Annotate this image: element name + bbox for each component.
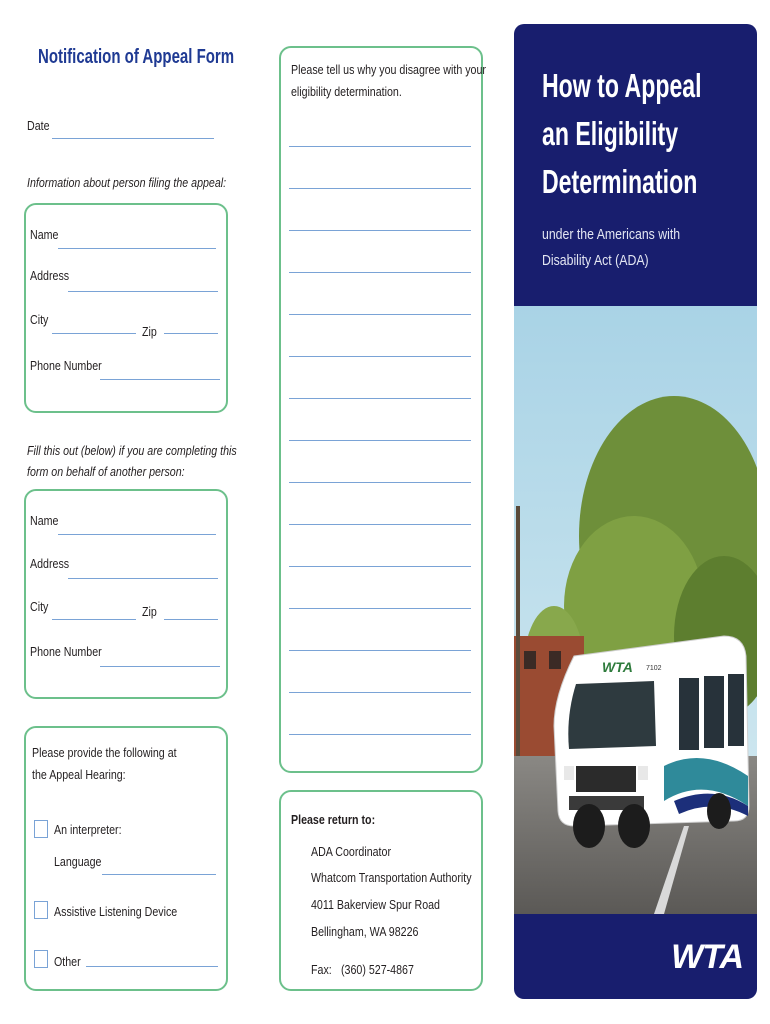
disagree-answer-line[interactable] xyxy=(289,734,471,735)
filer-name-field[interactable] xyxy=(58,248,216,249)
cover-title-line1: How to Appeal xyxy=(542,67,702,104)
behalf-address-label: Address xyxy=(30,556,70,571)
return-line-4: Bellingham, WA 98226 xyxy=(311,924,419,939)
behalf-city-field[interactable] xyxy=(52,619,136,620)
interpreter-label: An interpreter: xyxy=(54,822,122,837)
disagree-box xyxy=(279,46,486,773)
date-field[interactable] xyxy=(52,138,214,139)
filer-name-label: Name xyxy=(30,227,59,242)
disagree-prompt-line2: eligibility determination. xyxy=(291,84,402,99)
bus-photo xyxy=(514,306,757,914)
listening-device-checkbox[interactable] xyxy=(34,901,48,919)
filer-city-label: City xyxy=(30,312,49,327)
disagree-answer-line[interactable] xyxy=(289,566,471,567)
return-line-3: 4011 Bakerview Spur Road xyxy=(311,897,440,912)
filer-zip-label: Zip xyxy=(142,324,157,339)
wta-logo: WTA xyxy=(671,938,743,976)
disagree-answer-line[interactable] xyxy=(289,356,471,357)
disagree-answer-line[interactable] xyxy=(289,524,471,525)
hearing-heading-line2: the Appeal Hearing: xyxy=(32,767,126,782)
behalf-info-box xyxy=(24,489,228,699)
filer-zip-field[interactable] xyxy=(164,333,218,334)
cover-title-line3: Determination xyxy=(542,163,698,200)
behalf-address-field[interactable] xyxy=(68,578,218,579)
behalf-name-label: Name xyxy=(30,513,59,528)
behalf-zip-label: Zip xyxy=(142,604,157,619)
cover-subtitle xyxy=(542,222,680,274)
filer-phone-field[interactable] xyxy=(100,379,220,380)
filer-address-field[interactable] xyxy=(68,291,218,292)
disagree-answer-line[interactable] xyxy=(289,440,471,441)
other-checkbox[interactable] xyxy=(34,950,48,968)
return-heading: Please return to: xyxy=(291,812,376,827)
filer-phone-label: Phone Number xyxy=(30,358,102,373)
filer-address-label: Address xyxy=(30,268,70,283)
cover-title xyxy=(542,62,702,206)
return-line-2: Whatcom Transportation Authority xyxy=(311,870,472,885)
cover-subtitle-line2: Disability Act (ADA) xyxy=(542,252,649,269)
language-label: Language xyxy=(54,854,102,869)
disagree-answer-line[interactable] xyxy=(289,692,471,693)
behalf-phone-label: Phone Number xyxy=(30,644,102,659)
cover-panel xyxy=(514,24,757,999)
bus-number-text: 7102 xyxy=(646,665,662,672)
behalf-heading-line2: form on behalf of another person: xyxy=(27,464,185,479)
hearing-heading-line1: Please provide the following at xyxy=(32,745,177,760)
disagree-answer-line[interactable] xyxy=(289,230,471,231)
filer-info-box xyxy=(24,203,228,413)
other-field[interactable] xyxy=(86,966,218,967)
listening-device-label: Assistive Listening Device xyxy=(54,904,178,919)
bus-photo-illustration xyxy=(514,306,757,914)
form-title: Notification of Appeal Form xyxy=(38,46,235,68)
language-field[interactable] xyxy=(102,874,216,875)
fax-label: Fax: xyxy=(311,962,332,977)
disagree-answer-line[interactable] xyxy=(289,272,471,273)
disagree-answer-line[interactable] xyxy=(289,398,471,399)
behalf-city-label: City xyxy=(30,599,49,614)
filer-city-field[interactable] xyxy=(52,333,136,334)
disagree-answer-line[interactable] xyxy=(289,482,471,483)
filer-heading: Information about person filing the appeal: xyxy=(27,175,227,190)
return-line-1: ADA Coordinator xyxy=(311,844,392,859)
disagree-answer-line[interactable] xyxy=(289,608,471,609)
behalf-zip-field[interactable] xyxy=(164,619,218,620)
disagree-answer-line[interactable] xyxy=(289,146,471,147)
disagree-answer-line[interactable] xyxy=(289,650,471,651)
behalf-phone-field[interactable] xyxy=(100,666,220,667)
behalf-heading-line1: Fill this out (below) if you are completing this xyxy=(27,443,237,458)
disagree-answer-line[interactable] xyxy=(289,314,471,315)
disagree-prompt-line1: Please tell us why you disagree with your xyxy=(291,62,486,77)
interpreter-checkbox[interactable] xyxy=(34,820,48,838)
hearing-box xyxy=(24,726,228,991)
fax-number: (360) 527-4867 xyxy=(341,962,414,977)
other-label: Other xyxy=(54,954,81,969)
behalf-name-field[interactable] xyxy=(58,534,216,535)
disagree-answer-line[interactable] xyxy=(289,188,471,189)
date-label: Date xyxy=(27,118,50,133)
bus-logo-text: WTA xyxy=(602,659,633,675)
cover-subtitle-line1: under the Americans with xyxy=(542,226,681,243)
cover-title-line2: an Eligibility xyxy=(542,115,679,152)
return-box xyxy=(279,790,483,991)
